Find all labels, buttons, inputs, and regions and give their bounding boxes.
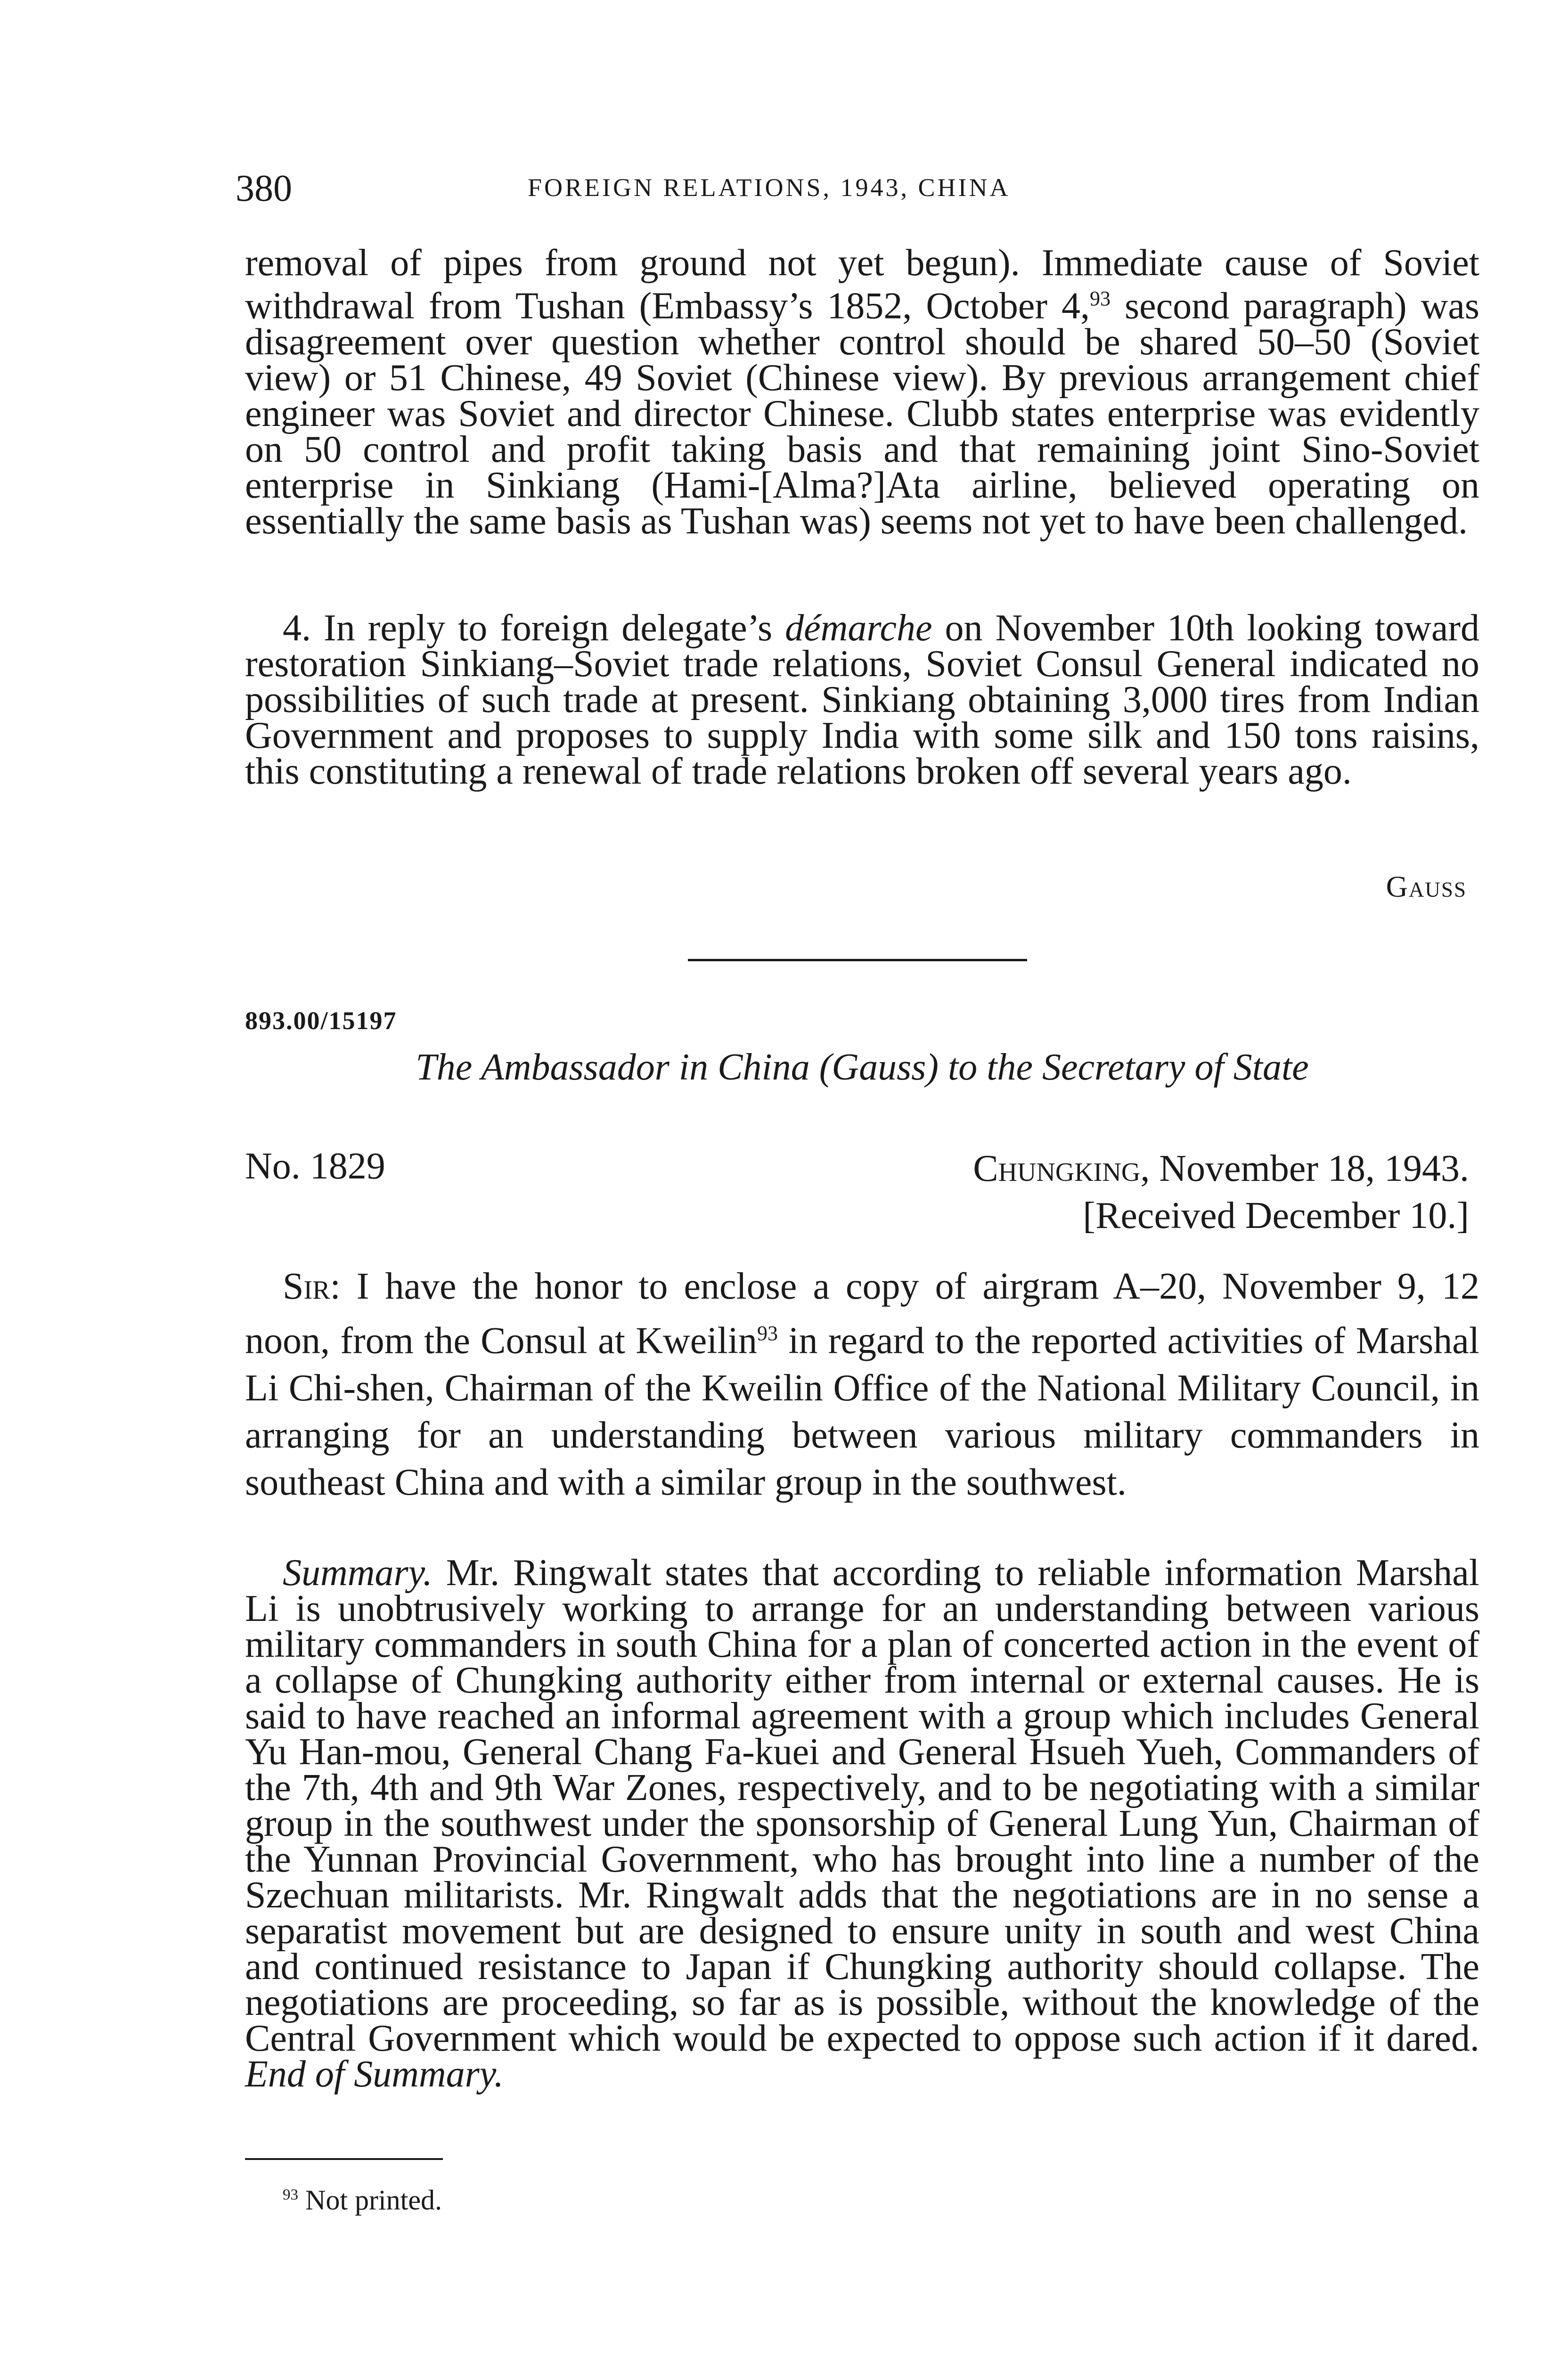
footnote-marker: 93 [283,2186,298,2203]
footnote-rule [245,2158,443,2160]
signature: Gauss [1386,870,1467,903]
date: , November 18, 1943. [1140,1148,1469,1189]
page-number: 380 [236,168,292,209]
summary-paragraph: Summary. Mr. Ringwalt states that according to reliable information Marshal Li is unobtrusively working to arrange for an understanding between various military commanders in south China for a plan of concerted action in the event of a collapse of Chungking authority either from internal or external causes. He is said to have reached an informal agreement with a group which includes General Yu Han-mou, General Chang Fa-kuei and General Hsueh Yueh, Commanders of the 7th, 4th and 9th War Zones, respectively, and to be negotiating with a similar group in the southwest under the sponsorship of General Lung Yun, Chairman of the Yunnan Provincial Government, who has brought into line a number of the Szechuan militarists. Mr. Ringwalt adds that the negotiations are in no sense a separatist movement but are designed to ensure unity in south and west China and continued resistance to Japan if Chungking authority should collapse. The negotiations are proceeding, so far as is possible, without the knowledge of the Central Government which would be expected to oppose such action if it dared. End of Summary. [245,1552,1479,2095]
summary-end: End of Summary. [245,2053,504,2095]
file-number: 893.00/15197 [245,1006,397,1035]
salutation: Sir [283,1266,330,1307]
letter-paragraph: Sir: I have the honor to enclose a copy of airgram A–20, November 9, 12 noon, from the Consul at Kweilin$^{93}$ in regard to the reported activities of Marshal Li Chi-shen, Chairman of the Kweilin Office of the National Military Council, in arranging for an understanding between various military commanders in southeast China and with a similar group in the southwest. [245,1266,1479,1503]
footnote-ref: 93 [1090,287,1111,310]
trade-relations-paragraph: 4. In reply to foreign delegate’s démarche on November 10th looking toward restoration Sinkiang–Soviet trade relations, Soviet Consul General indicated no possibilities of such trade at present. Sinkiang obtaining 3,000 tires from Indian Government and proposes to supply India with some silk and 150 tons raisins, this constituting a renewal of trade relations broken off several years ago. [245,607,1480,792]
continuation-paragraph: removal of pipes from ground not yet begun). Immediate cause of Soviet withdrawal from Tushan (Embassy’s 1852, October 4,93 second paragraph) was disagreement over question whether control should be shared 50–50 (Soviet view) or 51 Chinese, 49 Soviet (Chinese view). By previous arrangement chief engineer was Soviet and director Chinese. Clubb states enterprise was evidently on 50 control and profit taking basis and that remaining joint Sino-Soviet enterprise in Sinkiang (Hami-[Alma?]Ata airline, believed operating on essentially the same basis as Tushan was) seems not yet to have been challenged. [245,242,1479,542]
dateline [973,1145,1469,1239]
section-divider [688,959,1027,961]
running-head: FOREIGN RELATIONS, 1943, CHINA [528,173,1011,202]
footnote [283,2184,442,2217]
footnote-ref: 93 [757,1322,778,1345]
summary-label: Summary. [283,1552,433,1594]
document-number: No. 1829 [245,1145,385,1187]
place-name: Chungking [973,1148,1141,1189]
document-title: The Ambassador in China (Gauss) to the Secretary of State [416,1047,1309,1088]
dateline-line [973,1145,1469,1192]
footnote-text: Not printed. [298,2184,442,2216]
received-note: [Received December 10.] [1083,1195,1469,1236]
demarche-term: démarche [785,607,932,649]
page-header [236,167,1390,214]
